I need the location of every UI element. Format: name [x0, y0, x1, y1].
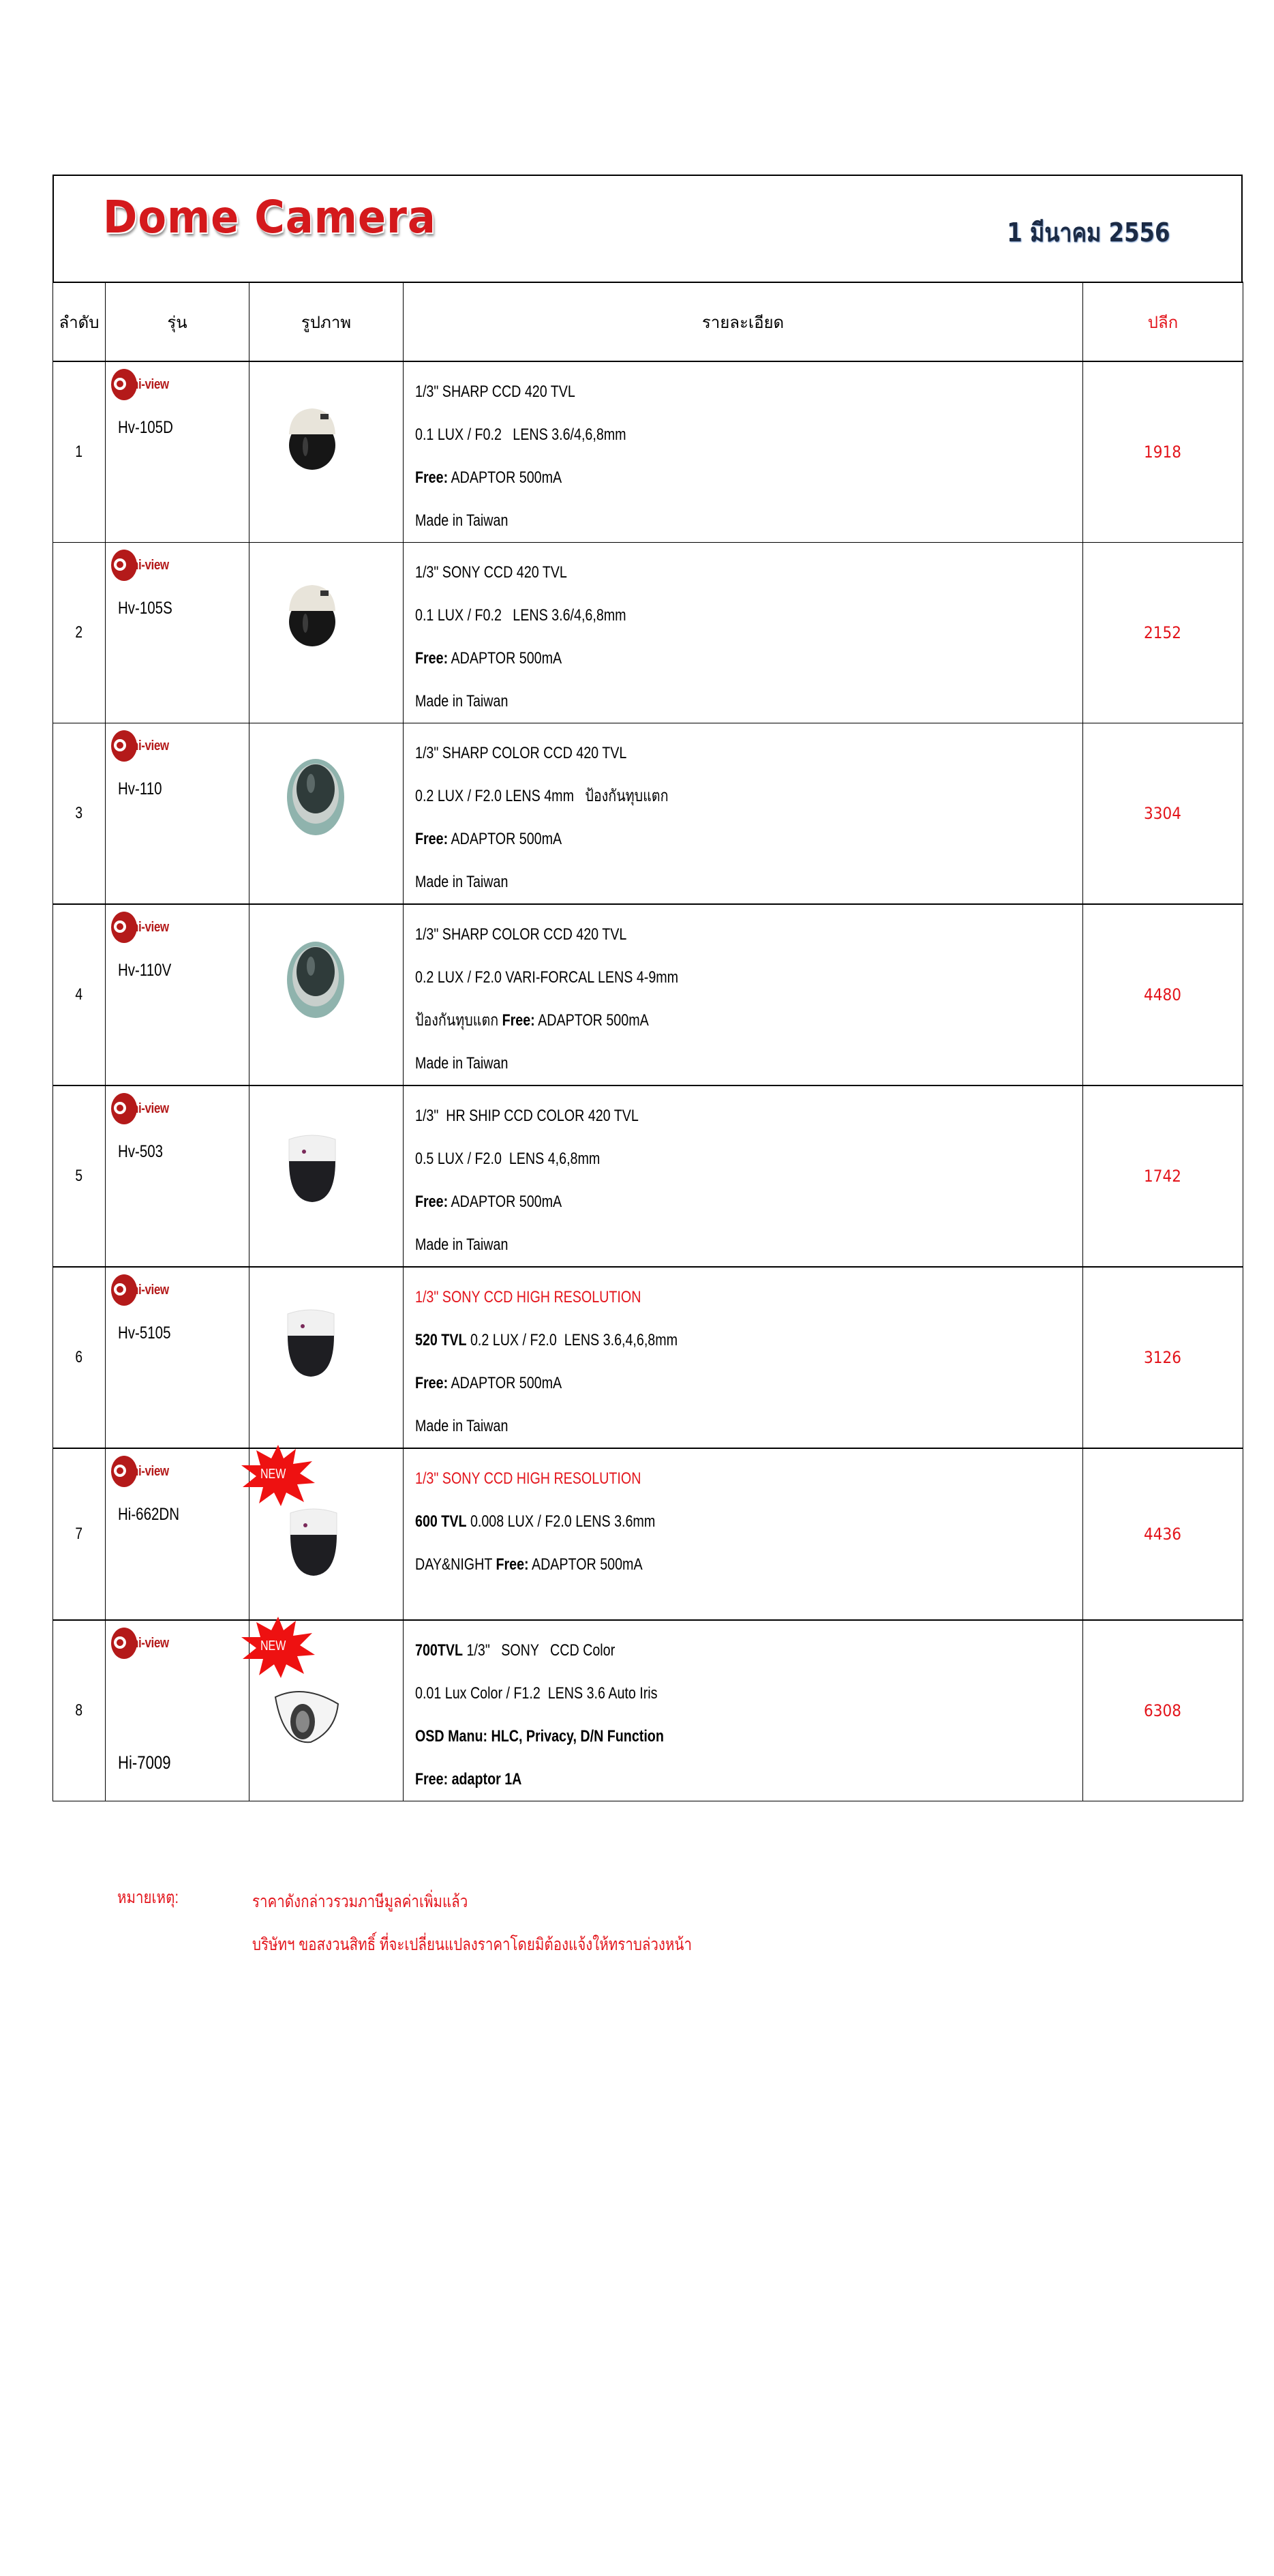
hi-view-logo — [110, 1626, 175, 1660]
row-index: 7 — [75, 1525, 83, 1543]
spec-bold: Free: — [415, 1374, 449, 1392]
spec-bold: Free: — [415, 1193, 449, 1211]
retail-price: 2152 — [1144, 623, 1182, 642]
new-badge-label: NEW — [260, 1467, 286, 1482]
spec-text: 0.1 LUX / F0.2 LENS 3.6/4,6,8mm — [415, 606, 626, 625]
spec-line — [415, 1629, 962, 1672]
model-cell — [106, 1085, 249, 1267]
spec-text: Made in Taiwan — [415, 1235, 509, 1254]
row-index: 8 — [75, 1701, 83, 1720]
picture-cell — [249, 1620, 404, 1801]
picture-cell — [249, 723, 404, 905]
camera-image — [285, 756, 346, 838]
row-index-cell — [53, 1620, 106, 1801]
spec-text: 0.01 Lux Color / F1.2 LENS 3.6 Auto Iris — [415, 1684, 658, 1703]
spec-line — [415, 637, 962, 680]
price-cell — [1083, 1448, 1243, 1620]
spec-line — [415, 499, 962, 542]
logo-text: hi-view — [132, 1463, 169, 1479]
logo-text: hi-view — [132, 1282, 169, 1298]
model-cell — [106, 361, 249, 543]
picture-cell — [249, 1085, 404, 1267]
spec-line — [415, 1319, 962, 1362]
spec-text: Made in Taiwan — [415, 692, 509, 710]
price-cell — [1083, 1085, 1243, 1267]
price-cell — [1083, 1267, 1243, 1448]
spec-line — [415, 913, 962, 956]
hi-view-logo — [110, 910, 175, 944]
model-cell — [106, 1448, 249, 1620]
picture-cell — [249, 1448, 404, 1620]
picture-cell — [249, 361, 404, 543]
retail-price: 6308 — [1144, 1701, 1182, 1720]
logo-text: hi-view — [132, 1635, 169, 1651]
details-cell — [404, 1085, 1083, 1267]
column-header-price: ปลีก — [1083, 282, 1243, 361]
spec-line — [415, 1543, 962, 1586]
spec-line — [415, 551, 962, 594]
picture-cell — [249, 904, 404, 1085]
spec-line — [415, 956, 962, 999]
column-header-index: ลำดับ — [53, 282, 106, 361]
logo-text: hi-view — [132, 919, 169, 935]
row-index: 5 — [75, 1167, 83, 1185]
spec-text: ADAPTOR 500mA — [448, 1374, 562, 1392]
spec-text: 0.2 LUX / F2.0 VARI-FORCAL LENS 4-9mm — [415, 968, 679, 987]
page-title: Dome Camera — [103, 191, 436, 243]
spec-text: ADAPTOR 500mA — [448, 468, 562, 487]
spec-line — [415, 680, 962, 723]
spec-line — [415, 1362, 962, 1405]
details-cell — [404, 543, 1083, 723]
camera-image — [285, 581, 339, 649]
model-name: Hi-7009 — [118, 1752, 171, 1773]
model-name: Hv-110V — [118, 961, 172, 980]
spec-text: ADAPTOR 500mA — [534, 1011, 649, 1030]
details-cell — [404, 361, 1083, 543]
model-name: Hv-5105 — [118, 1323, 171, 1343]
row-index: 3 — [75, 804, 83, 822]
row-index: 2 — [75, 623, 83, 642]
price-date: 1 มีนาคม 2556 — [1006, 218, 1170, 248]
model-name: Hv-110 — [118, 779, 162, 798]
spec-text: 1/3" HR SHIP CCD COLOR 420 TVL — [415, 1107, 639, 1125]
model-cell — [106, 543, 249, 723]
table-row — [53, 904, 1243, 1085]
spec-bold: 520 TVL — [415, 1331, 467, 1349]
camera-image — [286, 1503, 341, 1578]
spec-text: ADAPTOR 500mA — [528, 1555, 643, 1574]
spec-line — [415, 1715, 962, 1758]
spec-text: ADAPTOR 500mA — [448, 830, 562, 848]
details-cell — [404, 1267, 1083, 1448]
spec-text: 1/3" SHARP COLOR CCD 420 TVL — [415, 925, 627, 944]
camera-image — [270, 1683, 345, 1745]
spec-text: 0.2 LUX / F2.0 LENS 4mm ป้องกันทุบแตก — [415, 787, 669, 805]
spec-text: ADAPTOR 500mA — [448, 1193, 562, 1211]
spec-text: Made in Taiwan — [415, 1054, 509, 1073]
details-cell — [404, 1448, 1083, 1620]
price-cell — [1083, 361, 1243, 543]
hi-view-logo — [110, 368, 175, 402]
spec-bold: 700TVL — [415, 1641, 464, 1660]
row-index: 4 — [75, 985, 83, 1004]
model-cell — [106, 1267, 249, 1448]
spec-bold: Free: — [496, 1555, 529, 1574]
spec-bold: OSD Manu: HLC, Privacy, D/N Function — [415, 1727, 664, 1746]
model-cell — [106, 1620, 249, 1801]
spec-text: 0.008 LUX / F2.0 LENS 3.6mm — [466, 1512, 656, 1531]
note-line: ราคาดังกล่าวรวมภาษีมูลค่าเพิ่มแล้ว — [252, 1892, 468, 1911]
spec-text: Made in Taiwan — [415, 511, 509, 530]
notes-label: หมายเหตุ: — [117, 1888, 179, 1907]
spec-bold: Free: — [502, 1011, 535, 1030]
row-index: 1 — [75, 443, 83, 461]
spec-bold: Free: — [415, 468, 449, 487]
note-line: บริษัทฯ ขอสงวนสิทธิ์ ที่จะเปลี่ยนแปลงราคาโดยมิต้องแจ้งให้ทราบล่วงหน้า — [252, 1935, 692, 1954]
column-header-details: รายละเอียด — [404, 282, 1083, 361]
price-cell — [1083, 723, 1243, 905]
model-name: Hv-105D — [118, 418, 173, 437]
hi-view-logo — [110, 1454, 175, 1488]
retail-price: 4480 — [1144, 985, 1182, 1004]
row-index-cell — [53, 904, 106, 1085]
spec-line — [415, 818, 962, 860]
price-cell — [1083, 1620, 1243, 1801]
spec-text: 1/3" SONY CCD HIGH RESOLUTION — [415, 1469, 641, 1488]
spec-text: 0.5 LUX / F2.0 LENS 4,6,8mm — [415, 1150, 601, 1168]
spec-line — [415, 1180, 962, 1223]
column-header-model: รุ่น — [106, 282, 249, 361]
spec-bold: Free: adaptor 1A — [415, 1770, 522, 1788]
title-banner — [52, 175, 1243, 282]
table-row — [53, 1267, 1243, 1448]
spec-line — [415, 594, 962, 637]
logo-text: hi-view — [132, 738, 169, 753]
details-cell — [404, 904, 1083, 1085]
table-row — [53, 1620, 1243, 1801]
spec-text: 1/3" SHARP CCD 420 TVL — [415, 383, 575, 401]
spec-line — [415, 1137, 962, 1180]
spec-line — [415, 1672, 962, 1715]
spec-text: 1/3" SHARP COLOR CCD 420 TVL — [415, 744, 627, 762]
retail-price: 3304 — [1144, 804, 1182, 823]
spec-line — [415, 999, 962, 1042]
spec-text: 1/3" SONY CCD 420 TVL — [415, 563, 567, 582]
picture-cell — [249, 1267, 404, 1448]
spec-line — [415, 1223, 962, 1266]
table-header — [53, 282, 1243, 361]
model-name: Hv-105S — [118, 599, 172, 618]
model-name: Hv-503 — [118, 1142, 164, 1161]
row-index-cell — [53, 543, 106, 723]
table-row — [53, 361, 1243, 543]
row-index: 6 — [75, 1348, 83, 1366]
hi-view-logo — [110, 548, 175, 582]
new-badge — [241, 1445, 315, 1506]
retail-price: 3126 — [1144, 1348, 1182, 1367]
row-index-cell — [53, 723, 106, 905]
spec-line — [415, 860, 962, 903]
spec-text: 1/3" SONY CCD HIGH RESOLUTION — [415, 1288, 641, 1306]
table-row — [53, 723, 1243, 905]
column-header-picture: รูปภาพ — [249, 282, 404, 361]
product-table — [52, 282, 1243, 1801]
spec-line — [415, 456, 962, 499]
camera-image — [285, 939, 346, 1021]
spec-line — [415, 413, 962, 456]
price-sheet — [52, 175, 1243, 1801]
retail-price: 1742 — [1144, 1167, 1182, 1186]
new-badge-label: NEW — [260, 1638, 286, 1653]
spec-line — [415, 775, 962, 818]
spec-bold: Free: — [415, 830, 449, 848]
spec-text: ADAPTOR 500mA — [448, 649, 562, 668]
price-cell — [1083, 904, 1243, 1085]
camera-image — [285, 404, 339, 473]
retail-price: 4436 — [1144, 1525, 1182, 1544]
spec-line — [415, 1094, 962, 1137]
spec-line — [415, 1758, 962, 1801]
table-row — [53, 543, 1243, 723]
spec-line — [415, 1457, 962, 1500]
row-index-cell — [53, 1448, 106, 1620]
spec-line — [415, 1500, 962, 1543]
hi-view-logo — [110, 1273, 175, 1307]
camera-image — [284, 1304, 338, 1379]
new-badge — [241, 1617, 315, 1678]
spec-line — [415, 370, 962, 413]
spec-bold: 600 TVL — [415, 1512, 467, 1531]
details-cell — [404, 1620, 1083, 1801]
logo-text: hi-view — [132, 557, 169, 573]
logo-text: hi-view — [132, 1100, 169, 1116]
spec-prefix: DAY&NIGHT — [415, 1555, 496, 1574]
camera-image — [285, 1130, 339, 1205]
row-index-cell — [53, 361, 106, 543]
spec-line — [415, 1276, 962, 1319]
row-index-cell — [53, 1267, 106, 1448]
logo-text: hi-view — [132, 376, 169, 392]
details-cell — [404, 723, 1083, 905]
spec-line — [415, 1405, 962, 1448]
price-cell — [1083, 543, 1243, 723]
model-cell — [106, 723, 249, 905]
hi-view-logo — [110, 1092, 175, 1126]
row-index-cell — [53, 1085, 106, 1267]
model-cell — [106, 904, 249, 1085]
spec-bold: Free: — [415, 649, 449, 668]
spec-line — [415, 1042, 962, 1085]
spec-text: 1/3" SONY CCD Color — [463, 1641, 616, 1660]
spec-prefix: ป้องกันทุบแตก — [415, 1011, 502, 1030]
spec-text: Made in Taiwan — [415, 1417, 509, 1435]
table-row — [53, 1085, 1243, 1267]
spec-text: 0.1 LUX / F0.2 LENS 3.6/4,6,8mm — [415, 425, 626, 444]
model-name: Hi-662DN — [118, 1505, 180, 1524]
retail-price: 1918 — [1144, 443, 1182, 462]
picture-cell — [249, 543, 404, 723]
spec-line — [415, 732, 962, 775]
spec-text: Made in Taiwan — [415, 873, 509, 891]
spec-text: 0.2 LUX / F2.0 LENS 3.6,4,6,8mm — [466, 1331, 678, 1349]
hi-view-logo — [110, 729, 175, 763]
table-row — [53, 1448, 1243, 1620]
